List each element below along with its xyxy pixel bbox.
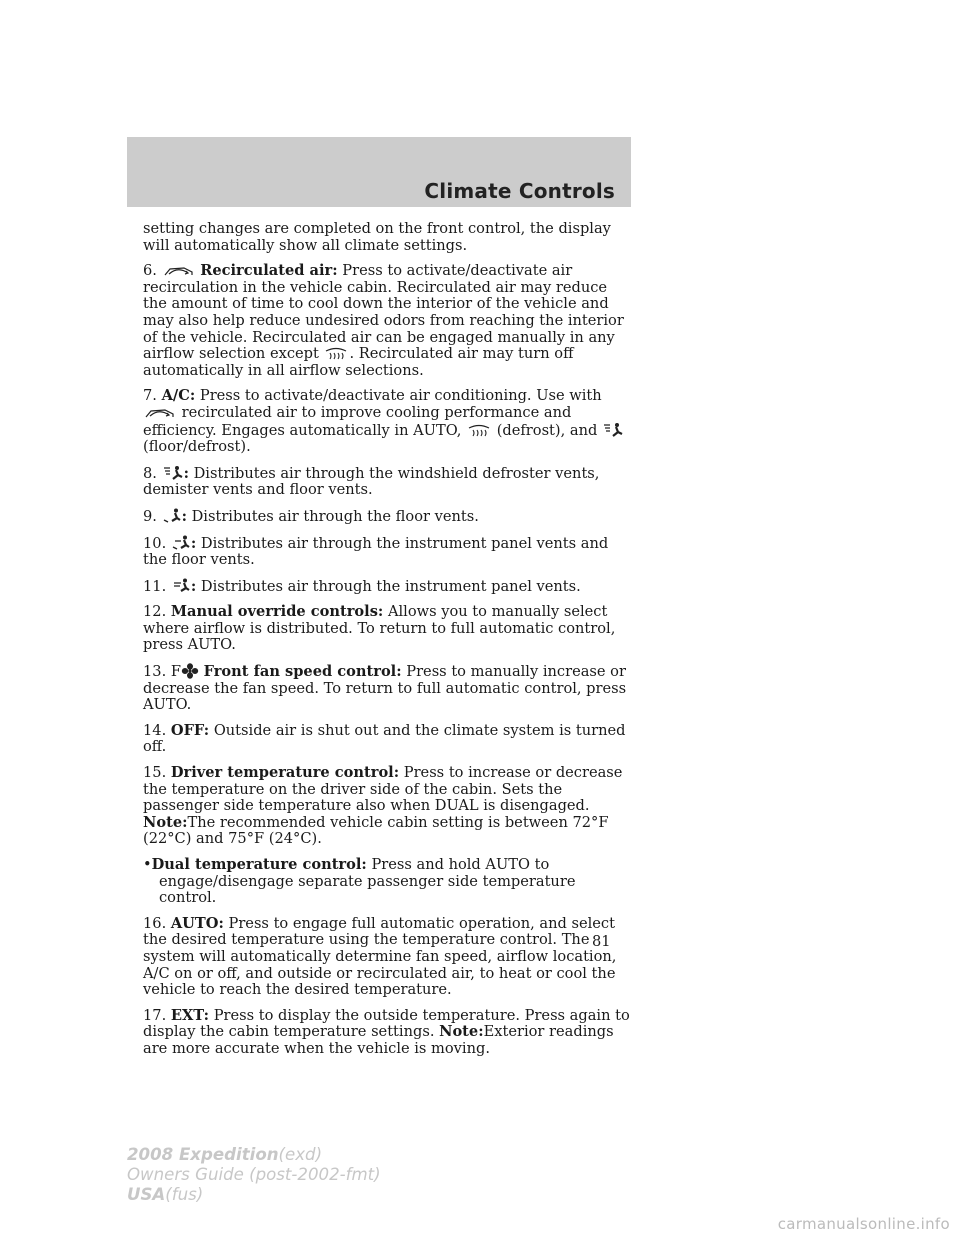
item-text: Press to increase or decrease the temperature on the driver side of the cabin. Sets the passenger side temperature also when DUAL is disengaged. (143, 764, 623, 815)
bullet-mark: • (143, 856, 152, 873)
footer-line-2: Owners Guide (post-2002-fmt) (127, 1165, 381, 1184)
manual-content (143, 221, 633, 1067)
item-text-4: (floor/defrost). (143, 438, 251, 456)
item-text: Press to activate/deactivate air recirculation in the vehicle cabin. Recirculated air may reduce the amount of time to cool down the interior of the vehicle and may also help reduce undesired odors from reaching the interior of the vehicle. Recirculated air can be engaged manually in any airflow selection except (143, 262, 624, 363)
note-label: Note: (439, 1023, 484, 1041)
item-label: Recirculated air: (200, 262, 338, 280)
fan-icon (181, 663, 199, 679)
footer-model: 2008 Expedition (127, 1145, 279, 1164)
item-8 (143, 465, 633, 499)
item-text-2: recirculated air to improve cooling performance and efficiency. Engages automatically in AUTO, (143, 403, 572, 439)
footer-region: USA (127, 1185, 166, 1204)
defrost-icon (323, 347, 349, 361)
recirculation-icon (143, 406, 177, 420)
item-label: AUTO: (170, 914, 224, 932)
item-text-2: . Recirculated air may turn off automatically in all airflow selections. (143, 345, 574, 379)
item-number: 14. (143, 721, 167, 739)
paragraph-intro: setting changes are completed on the front control, the display will automatically show all climate settings. (143, 220, 611, 254)
item-number: 10. (143, 534, 167, 552)
item-13 (143, 663, 633, 714)
item-text: Distributes air through the windshield defroster vents, demister vents and floor vents. (143, 464, 600, 499)
item-number: 17. (143, 1006, 167, 1024)
item-7 (143, 388, 633, 455)
footer-line-1 (127, 1145, 381, 1165)
item-12 (143, 604, 633, 654)
document-footer (127, 1145, 381, 1205)
note-text: The recommended vehicle cabin setting is between 72°F (22°C) and 75°F (24°C). (143, 813, 609, 848)
note-text: Exterior readings are more accurate when the vehicle is moving. (143, 1023, 614, 1057)
item-15 (143, 765, 633, 848)
item-9 (143, 508, 633, 526)
item-11 (143, 578, 633, 596)
item-text: Outside air is shut out and the climate system is turned off. (143, 721, 626, 756)
item-number: 9. (143, 507, 157, 525)
floor-icon (162, 508, 182, 524)
item-text: Press to engage full automatic operation, and select the desired temperature using the temperature control. The system will automatically determine fan speed, airflow location, A/C on or off, and outside or recirculated air, to heat or cool the vehicle to reach the desired temperature. (143, 914, 617, 999)
note-label: Note: (143, 813, 188, 831)
item-number: 15. (143, 764, 167, 782)
floor-defrost-icon (162, 465, 184, 481)
item-number: 11. (143, 577, 167, 595)
item-number: 6. (143, 262, 157, 280)
item-text-3: (defrost), and (496, 421, 598, 439)
watermark: carmanualsonline.info (777, 1215, 950, 1233)
item-text: Distributes air through the instrument panel vents. (200, 577, 581, 595)
bullet-text: Press and hold AUTO to engage/disengage separate passenger side temperature control. (159, 856, 576, 907)
panel-floor-icon (171, 535, 191, 551)
footer-line-3 (127, 1185, 381, 1205)
item-text: Press to manually increase or decrease the fan speed. To return to full automatic control, press AUTO. (143, 663, 627, 714)
item-label: EXT: (170, 1006, 210, 1024)
item-number: 8. (143, 464, 157, 482)
item-10 (143, 535, 633, 569)
item-label: Driver temperature control: (170, 764, 400, 782)
bullet-label: Dual temperature control: (151, 856, 367, 873)
item-label: OFF: (170, 721, 210, 739)
floor-defrost-icon (602, 422, 624, 438)
item-number: 7. (143, 387, 157, 405)
item-colon: : (181, 507, 187, 525)
footer-region-code: (fus) (165, 1185, 204, 1204)
item-number: 12. (143, 603, 167, 621)
item-text: Press to activate/deactivate air conditioning. Use with (199, 387, 602, 405)
item-label: Manual override controls: (170, 603, 384, 621)
item-14 (143, 723, 633, 756)
item-text: Allows you to manually select where airflow is distributed. To return to full automatic control, press AUTO. (143, 603, 616, 654)
item-text: Distributes air through the instrument panel vents and the floor vents. (143, 534, 609, 569)
item-6 (143, 263, 633, 379)
footer-code: (exd) (278, 1145, 323, 1164)
item-number: 13. F (143, 663, 181, 681)
item-number: 16. (143, 914, 167, 932)
item-text: Press to display the outside temperature. Press again to display the cabin temperature settings. (143, 1006, 630, 1041)
section-title: Climate Controls (424, 179, 615, 203)
item-17 (143, 1008, 633, 1058)
item-label: Front fan speed control: (203, 663, 402, 681)
header-band (127, 137, 631, 207)
item-colon: : (183, 464, 189, 482)
item-colon: : (190, 534, 197, 552)
bullet-item (143, 857, 633, 907)
item-text: Distributes air through the floor vents. (191, 507, 479, 525)
item-colon: : (190, 577, 197, 595)
panel-icon (171, 578, 191, 594)
item-16 (143, 916, 633, 999)
defrost-icon (466, 424, 492, 438)
page-number: 81 (592, 933, 611, 950)
recirculation-icon (162, 264, 196, 278)
item-label: A/C: (161, 387, 196, 405)
